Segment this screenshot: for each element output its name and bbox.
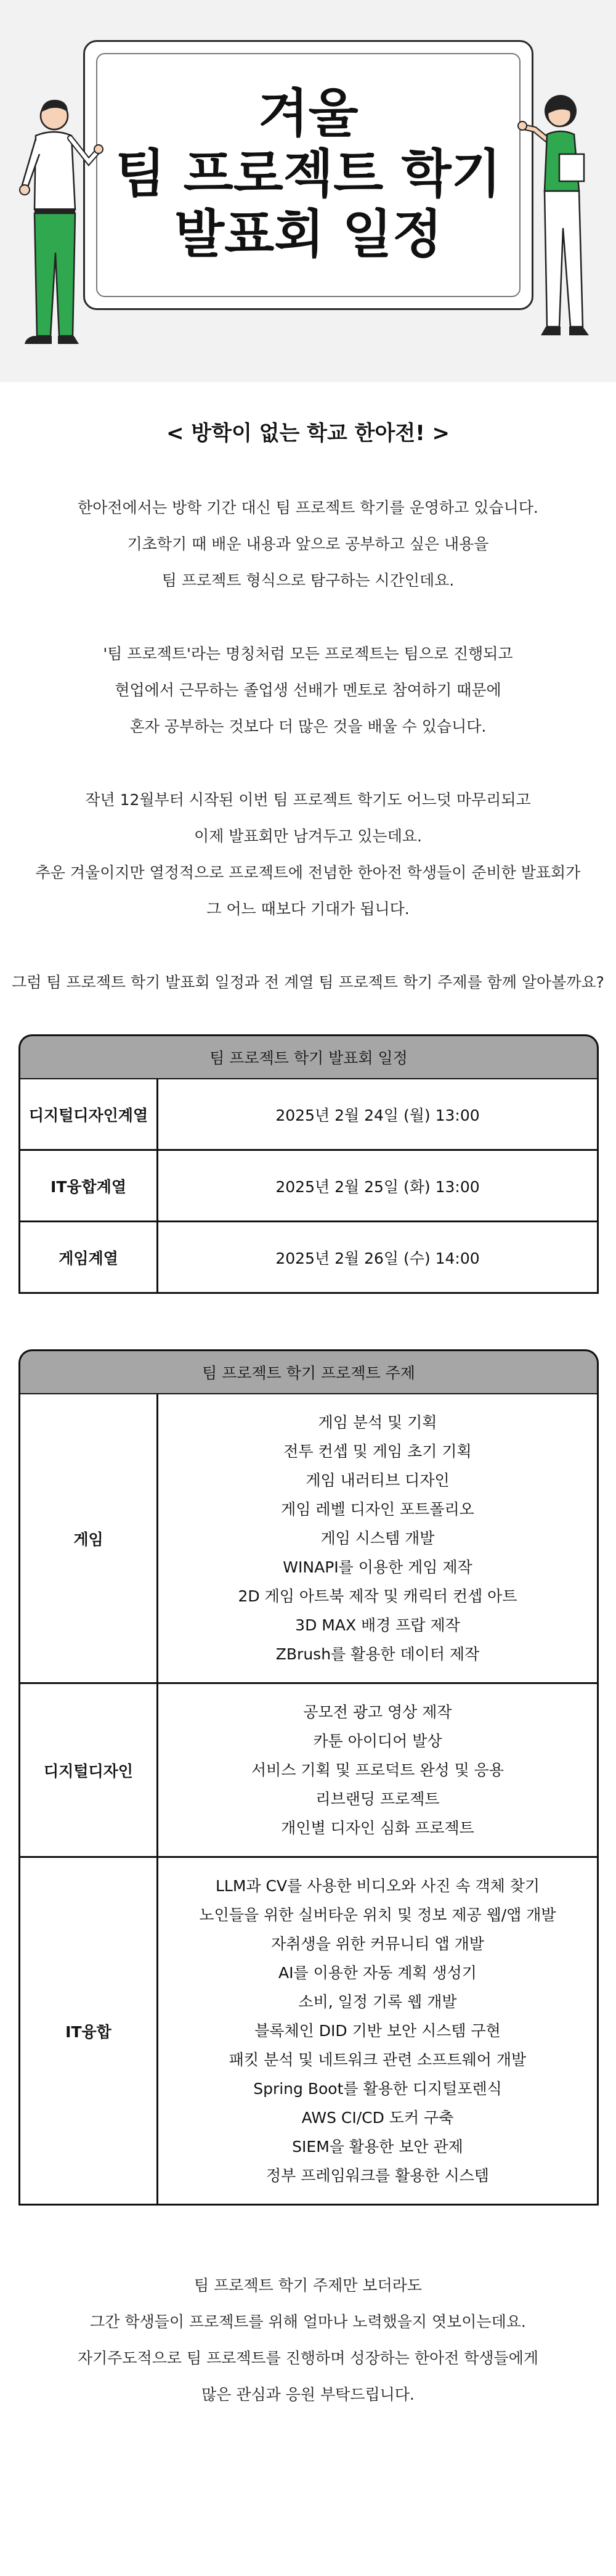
- schedule-date: 2025년 2월 24일 (월) 13:00: [156, 1079, 599, 1151]
- schedule-table: [18, 1034, 599, 1294]
- topic-item: 리브랜딩 프로젝트: [315, 1790, 440, 1808]
- topic-item: ZBrush를 활용한 데이터 제작: [275, 1645, 480, 1663]
- topic-item: 3D MAX 배경 프랍 제작: [295, 1616, 460, 1634]
- closing-line: 자기주도적으로 팀 프로젝트를 진행하며 성장하는 한아전 학생들에게: [77, 2349, 539, 2367]
- intro-line: 작년 12월부터 시작된 이번 팀 프로젝트 학기도 어느덧 마무리되고: [85, 791, 531, 809]
- intro-subtitle: < 방학이 없는 학교 한아전! >: [166, 421, 450, 446]
- topic-item: 소비, 일정 기록 웹 개발: [298, 1993, 457, 2011]
- intro-line: 혼자 공부하는 것보다 더 많은 것을 배울 수 있습니다.: [129, 718, 487, 735]
- intro-line: 추운 겨울이지만 열정적으로 프로젝트에 전념한 한아전 학생들이 준비한 발표회가: [35, 864, 581, 881]
- topic-item: 2D 게임 아트북 제작 및 캐릭터 컨셉 아트: [238, 1587, 517, 1605]
- closing-line: 팀 프로젝트 학기 주제만 보더라도: [194, 2276, 422, 2294]
- topics-table: [18, 1349, 599, 2206]
- closing-line: 그간 학생들이 프로젝트를 위해 얼마나 노력했을지 엿보이는데요.: [90, 2313, 526, 2331]
- topics-list: [156, 1394, 599, 1684]
- intro-line: 이제 발표회만 남겨두고 있는데요.: [194, 827, 422, 845]
- topic-item: 게임 내러티브 디자인: [306, 1471, 450, 1489]
- topic-item: 정부 프레임워크를 활용한 시스템: [266, 2167, 489, 2185]
- topic-item: 게임 레벨 디자인 포트폴리오: [281, 1500, 474, 1518]
- hero-banner: [0, 0, 616, 382]
- intro-line: '팀 프로젝트'라는 명칭처럼 모든 프로젝트는 팀으로 진행되고: [103, 645, 513, 663]
- intro-line: 현업에서 근무하는 졸업생 선배가 멘토로 참여하기 때문에: [115, 681, 501, 699]
- topic-item: 전투 컨셉 및 게임 초기 기획: [283, 1442, 472, 1460]
- table-row: [18, 1394, 599, 1684]
- table-row: [18, 1222, 599, 1294]
- closing-line: 많은 관심과 응원 부탁드립니다.: [201, 2386, 415, 2403]
- topic-item: AI를 이용한 자동 계획 생성기: [278, 1964, 477, 1982]
- schedule-dept: IT융합계열: [18, 1151, 156, 1222]
- topics-dept: IT융합: [18, 1858, 156, 2206]
- intro-paragraph-2: [0, 636, 616, 745]
- topic-item: 패킷 분석 및 네트워크 관련 소프트웨어 개발: [229, 2051, 527, 2069]
- closing-paragraph: [0, 2267, 616, 2413]
- topic-item: 카툰 아이디어 발상: [313, 1732, 442, 1750]
- topic-item: 게임 시스템 개발: [320, 1529, 435, 1547]
- schedule-table-header: 팀 프로젝트 학기 발표회 일정: [18, 1034, 599, 1079]
- table-row: [18, 1858, 599, 2206]
- topic-item: 개인별 디자인 심화 프로젝트: [281, 1819, 474, 1837]
- topic-item: 서비스 기획 및 프로덕트 완성 및 응용: [251, 1761, 504, 1779]
- hero-title-line: 겨울: [258, 83, 359, 144]
- intro-question: 그럼 팀 프로젝트 학기 발표회 일정과 전 계열 팀 프로젝트 학기 주제를 함께 알아볼까요?: [12, 973, 604, 991]
- topics-list: [156, 1858, 599, 2206]
- topics-table-header: 팀 프로젝트 학기 프로젝트 주제: [18, 1349, 599, 1394]
- schedule-dept: 디지털디자인계열: [18, 1079, 156, 1151]
- intro-line: 기초학기 때 배운 내용과 앞으로 공부하고 싶은 내용을: [127, 535, 489, 553]
- presenter-man-illustration: [11, 92, 103, 351]
- intro-line: 한아전에서는 방학 기간 대신 팀 프로젝트 학기를 운영하고 있습니다.: [78, 499, 538, 517]
- topic-item: LLM과 CV를 사용한 비디오와 사진 속 객체 찾기: [215, 1877, 540, 1895]
- topic-item: Spring Boot를 활용한 디지털포렌식: [253, 2080, 502, 2098]
- table-row: [18, 1079, 599, 1151]
- table-row: [18, 1684, 599, 1858]
- schedule-date: 2025년 2월 25일 (화) 13:00: [156, 1151, 599, 1222]
- topic-item: AWS CI/CD 도커 구축: [301, 2109, 454, 2127]
- table-row: [18, 1151, 599, 1222]
- topic-item: SIEM을 활용한 보안 관제: [292, 2138, 463, 2156]
- topic-item: 게임 분석 및 기획: [318, 1413, 437, 1431]
- intro-paragraph-3: [0, 782, 616, 927]
- intro-line: 팀 프로젝트 형식으로 탐구하는 시간인데요.: [161, 571, 455, 589]
- topics-dept: 게임: [18, 1394, 156, 1684]
- topics-list: [156, 1684, 599, 1858]
- hero-title-line: 발표회 일정: [174, 204, 442, 264]
- topic-item: 자취생을 위한 커뮤니티 앱 개발: [271, 1935, 484, 1953]
- topic-item: WINAPI를 이용한 게임 제작: [283, 1558, 472, 1576]
- intro-line: 그 어느 때보다 기대가 됩니다.: [206, 900, 410, 918]
- presenter-woman-illustration: [516, 86, 615, 345]
- topic-item: 공모전 광고 영상 제작: [303, 1703, 452, 1721]
- schedule-dept: 게임계열: [18, 1222, 156, 1294]
- hero-title: [83, 83, 533, 264]
- schedule-date: 2025년 2월 26일 (수) 14:00: [156, 1222, 599, 1294]
- topics-dept: 디지털디자인: [18, 1684, 156, 1858]
- hero-title-line: 팀 프로젝트 학기: [115, 144, 501, 204]
- topic-item: 블록체인 DID 기반 보안 시스템 구현: [254, 2022, 501, 2040]
- topic-item: 노인들을 위한 실버타운 위치 및 정보 제공 웹/앱 개발: [199, 1906, 556, 1924]
- intro-paragraph-1: [0, 489, 616, 599]
